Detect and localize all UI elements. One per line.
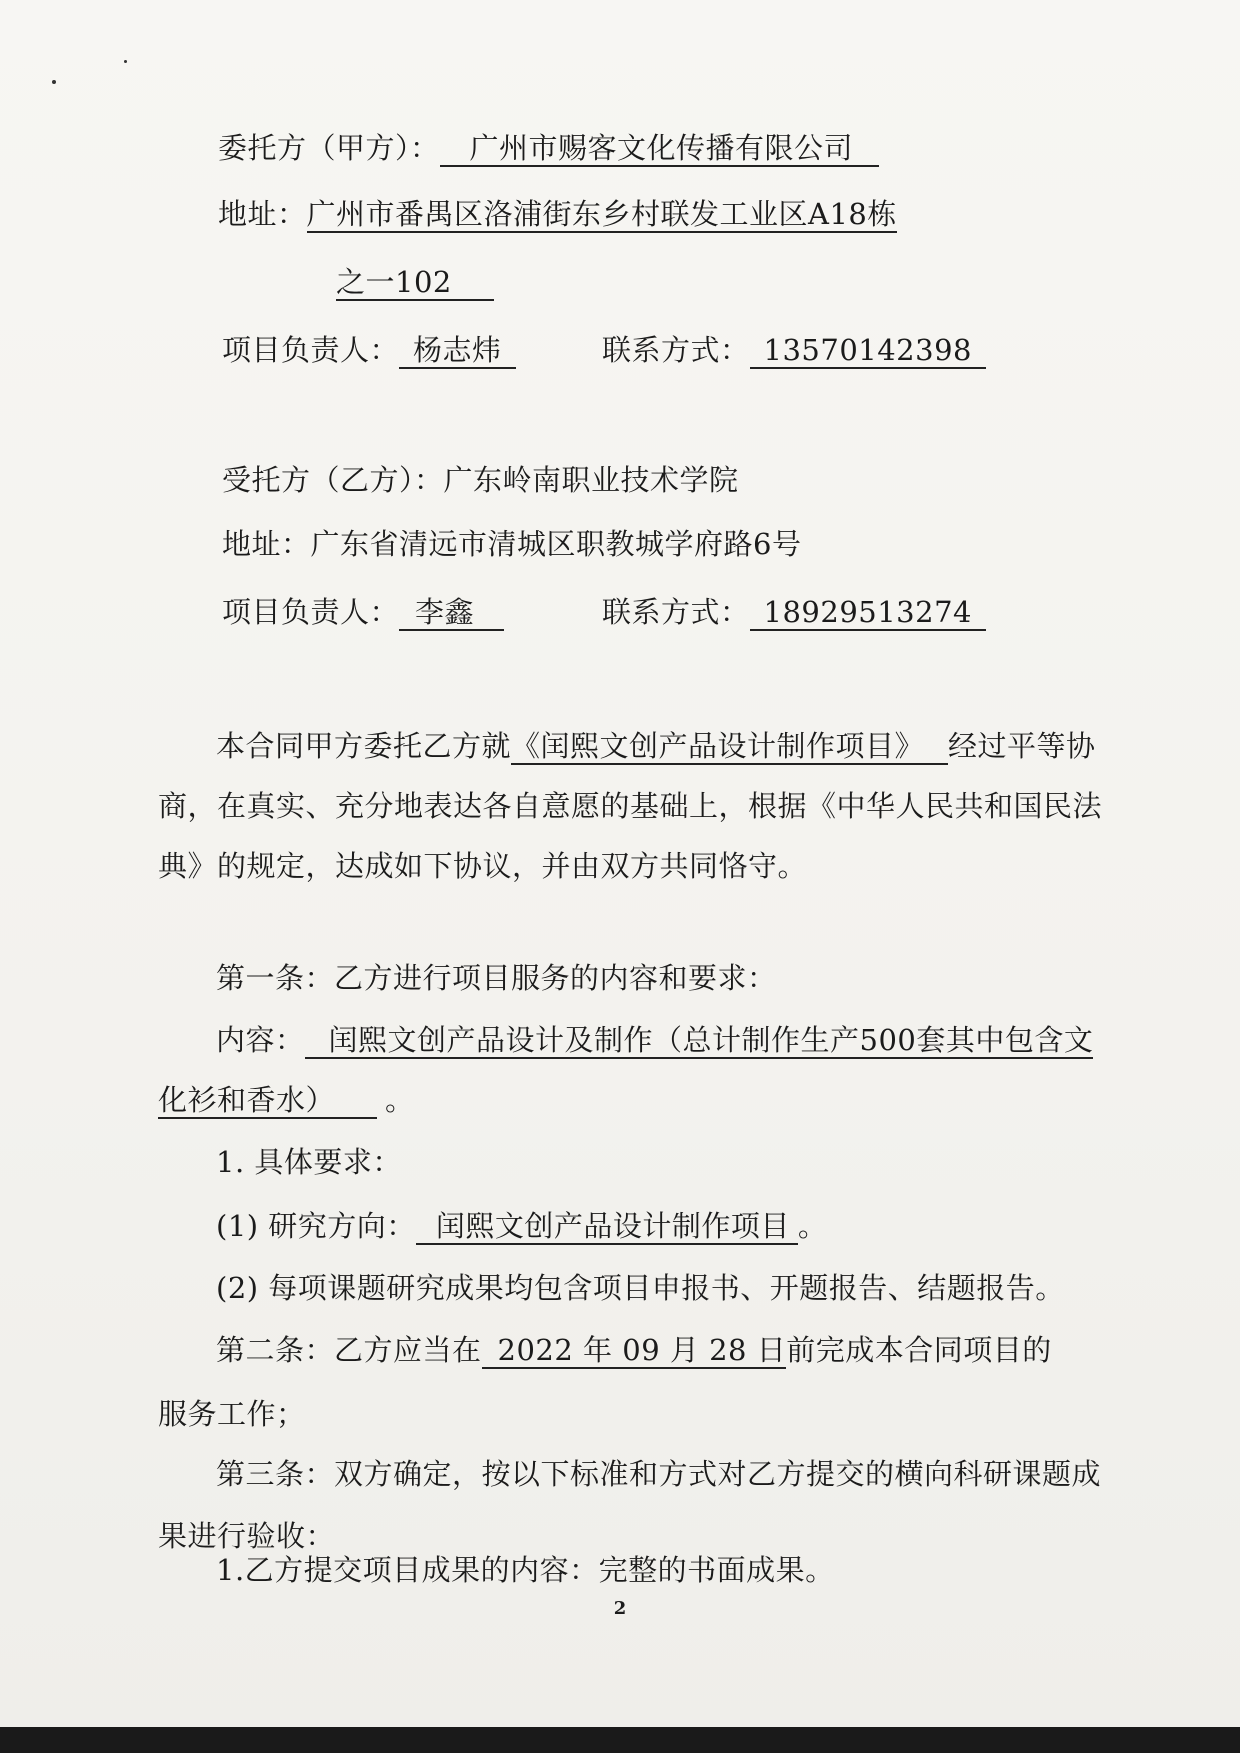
party-b-name: 广东岭南职业技术学院 — [443, 463, 739, 497]
content-end: 。 — [385, 1083, 415, 1117]
party-a-contact-label: 联系方式： — [602, 333, 750, 367]
article3-item-1: 1.乙方提交项目成果的内容：完整的书面成果。 — [216, 1553, 835, 1587]
article1-content-line-2 — [158, 1080, 415, 1120]
article1-title: 第一条：乙方进行项目服务的内容和要求： — [216, 961, 777, 995]
page-number: 2 — [613, 1598, 627, 1619]
party-a-address: 广州市番禺区洛浦街东乡村联发工业区A18栋 — [306, 197, 897, 231]
requirement-2: (2) 每项课题研究成果均包含项目申报书、开题报告、结题报告。 — [216, 1271, 1065, 1305]
article2-date: 2022 年 09 月 28 日 — [482, 1333, 787, 1369]
content-label: 内容： — [216, 1023, 305, 1057]
article2-line-1 — [216, 1330, 1052, 1370]
scan-speck — [124, 60, 127, 63]
party-a-address-2: 之一102 — [336, 265, 494, 301]
requirements-title: 1. 具体要求： — [216, 1145, 402, 1179]
party-a-address-cont — [336, 262, 494, 302]
content-value-cont: 化衫和香水） — [158, 1083, 377, 1119]
scan-edge — [0, 1727, 1240, 1753]
party-b-manager-label: 项目负责人： — [222, 595, 400, 629]
party-a-contact-line — [602, 330, 986, 370]
intro-line-3: 典》的规定，达成如下协议，并由双方共同恪守。 — [158, 849, 808, 883]
party-a-address-line — [218, 194, 897, 234]
article2-prefix: 第二条：乙方应当在 — [216, 1333, 482, 1367]
party-a-name: 广州市赐客文化传播有限公司 — [440, 131, 880, 167]
party-b-line — [222, 460, 739, 500]
article1-content-line — [216, 1020, 1093, 1060]
intro-line-2: 商，在真实、充分地表达各自意愿的基础上，根据《中华人民共和国民法 — [158, 789, 1103, 823]
content-value: 闰熙文创产品设计及制作（总计制作生产500套其中包含文 — [305, 1023, 1094, 1059]
party-b-address-line — [222, 524, 801, 564]
req1-end: 。 — [797, 1209, 828, 1243]
article3-line-1: 第三条：双方确定，按以下标准和方式对乙方提交的横向科研课题成 — [216, 1457, 1102, 1491]
intro-line-1 — [216, 726, 1096, 766]
party-a-manager-line — [222, 330, 516, 370]
party-b-contact: 18929513274 — [750, 595, 986, 631]
article3-line-2: 果进行验收： — [158, 1519, 336, 1553]
party-a-address-label: 地址： — [218, 197, 307, 231]
party-b-contact-line — [602, 592, 986, 632]
party-b-address-label: 地址： — [222, 527, 311, 561]
scan-speck — [52, 80, 56, 84]
article2-line-2: 服务工作； — [158, 1397, 306, 1431]
party-a-label: 委托方（甲方）： — [218, 131, 440, 165]
party-a-line — [218, 128, 879, 168]
party-b-manager-line — [222, 592, 504, 632]
party-b-manager: 李鑫 — [399, 595, 504, 631]
party-a-manager-label: 项目负责人： — [222, 333, 400, 367]
party-b-label: 受托方（乙方）： — [222, 463, 444, 497]
req1-value: 闰熙文创产品设计制作项目 — [416, 1209, 798, 1245]
party-b-contact-label: 联系方式： — [602, 595, 750, 629]
party-b-address: 广东省清远市清城区职教城学府路6号 — [310, 527, 802, 561]
intro-text-suffix: 经过平等协 — [948, 729, 1096, 763]
intro-project: 《闰熙文创产品设计制作项目》 — [511, 729, 948, 765]
article2-suffix: 前完成本合同项目的 — [786, 1333, 1052, 1367]
party-a-contact: 13570142398 — [750, 333, 986, 369]
party-a-manager: 杨志炜 — [399, 333, 516, 369]
requirement-1 — [216, 1206, 827, 1246]
req1-label: (1) 研究方向： — [216, 1209, 416, 1243]
intro-text: 本合同甲方委托乙方就 — [216, 729, 512, 763]
